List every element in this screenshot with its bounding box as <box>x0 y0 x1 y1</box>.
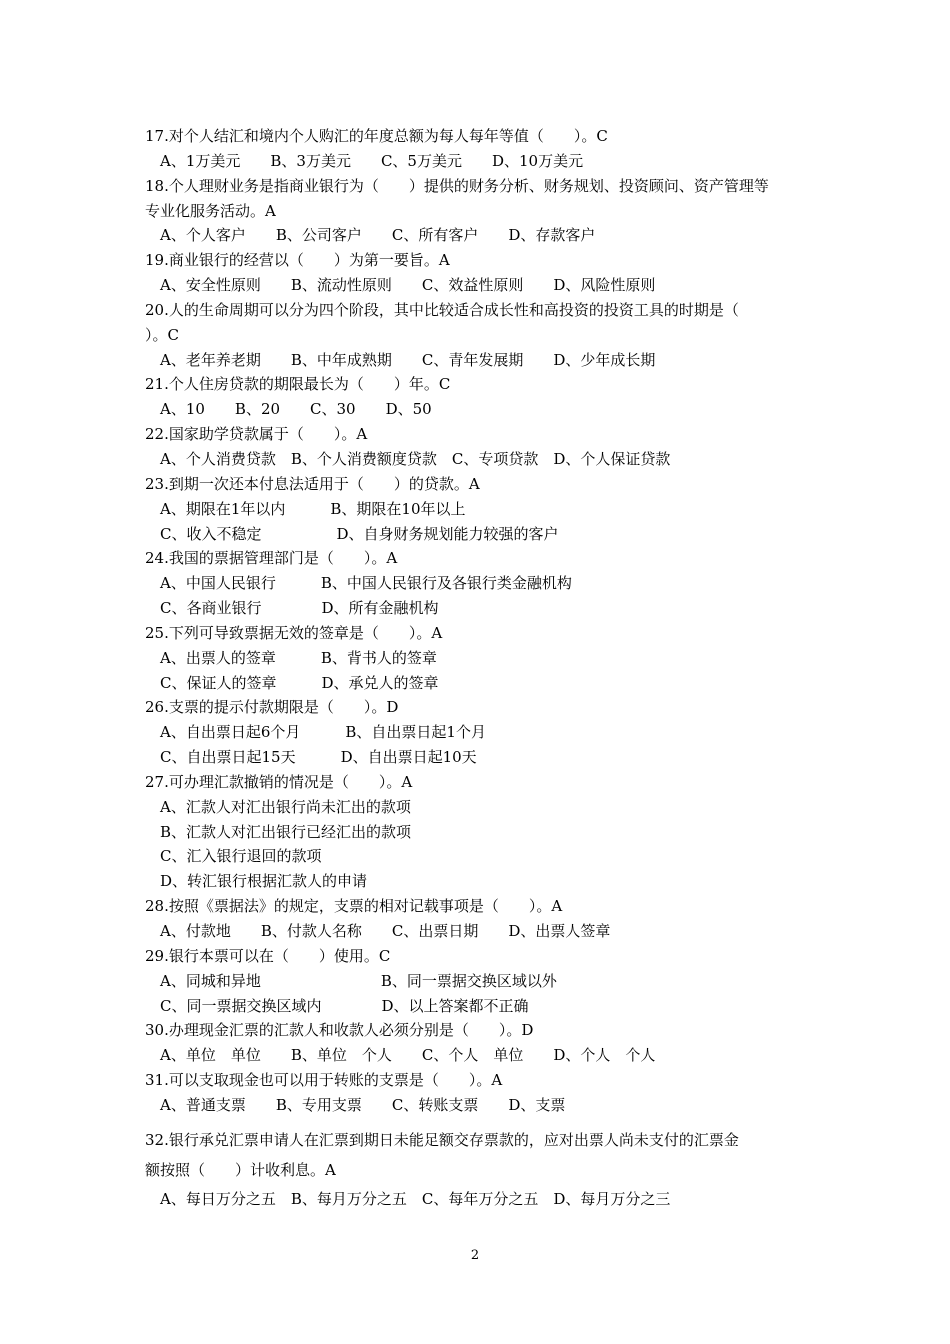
answer-options: A、单位 单位 B、单位 个人 C、个人 单位 D、个人 个人 <box>160 1046 656 1065</box>
question-text: 20.人的生命周期可以分为四个阶段，其中比较适合成长性和高投资的投资工具的时期是（ <box>145 300 739 319</box>
answer-options: B、汇款人对汇出银行已经汇出的款项 <box>160 822 412 841</box>
answer-options: A、中国人民银行 B、中国人民银行及各银行类金融机构 <box>160 574 572 593</box>
page-number: 2 <box>470 1248 480 1263</box>
question-text: 专业化服务活动。A <box>145 201 276 220</box>
answer-options: C、各商业银行 D、所有金融机构 <box>160 599 439 618</box>
question-text: 29.银行本票可以在（ ）使用。C <box>145 946 391 965</box>
answer-options: C、自出票日起15天 D、自出票日起10天 <box>160 748 477 767</box>
question-text: 24.我国的票据管理部门是（ ）。A <box>145 549 398 568</box>
answer-options: A、个人消费贷款 B、个人消费额度贷款 C、专项贷款 D、个人保证贷款 <box>160 449 671 468</box>
answer-options: A、出票人的签章 B、背书人的签章 <box>160 648 437 667</box>
answer-options: A、付款地 B、付款人名称 C、出票日期 D、出票人签章 <box>160 922 611 940</box>
answer-options: A、1万美元 B、3万美元 C、5万美元 D、10万美元 <box>160 151 584 170</box>
answer-options: C、同一票据交换区域内 D、以上答案都不正确 <box>160 996 529 1015</box>
answer-options: A、汇款人对汇出银行尚未汇出的款项 <box>160 797 411 816</box>
answer-options: A、普通支票 B、专用支票 C、转账支票 D、支票 <box>160 1095 566 1114</box>
question-text: 22.国家助学贷款属于（ ）。A <box>145 425 368 444</box>
question-text: 27.可办理汇款撤销的情况是（ ）。A <box>145 772 413 791</box>
question-text: ）。C <box>145 325 179 344</box>
question-text: 32.银行承兑汇票申请人在汇票到期日未能足额交存票款的，应对出票人尚未支付的汇票金 <box>145 1130 739 1149</box>
answer-options: A、个人客户 B、公司客户 C、所有客户 D、存款客户 <box>160 226 596 245</box>
question-text: 18.个人理财业务是指商业银行为（ ）提供的财务分析、财务规划、投资顾问、资产管理等 <box>145 176 769 195</box>
question-text: 31.可以支取现金也可以用于转账的支票是（ ）。A <box>145 1071 503 1090</box>
question-text: 25.下列可导致票据无效的签章是（ ）。A <box>145 623 443 642</box>
question-text: 17.对个人结汇和境内个人购汇的年度总额为每人每年等值（ ）。C <box>145 127 608 145</box>
answer-options: C、收入不稳定 D、自身财务规划能力较强的客户 <box>160 524 559 543</box>
answer-options: A、期限在1年以内 B、期限在10年以上 <box>160 499 466 518</box>
answer-options: C、保证人的签章 D、承兑人的签章 <box>160 673 439 692</box>
answer-options: A、老年养老期 B、中年成熟期 C、青年发展期 D、少年成长期 <box>160 350 656 369</box>
question-text: 30.办理现金汇票的汇款人和收款人必须分别是（ ）。D <box>145 1021 534 1040</box>
answer-options: A、10 B、20 C、30 D、50 <box>160 400 432 419</box>
question-text: 28.按照《票据法》的规定，支票的相对记载事项是（ ）。A <box>145 897 563 916</box>
question-list <box>145 124 825 1211</box>
answer-options: A、安全性原则 B、流动性原则 C、效益性原则 D、风险性原则 <box>160 276 656 295</box>
answer-options: C、汇入银行退回的款项 <box>160 847 322 866</box>
question-text: 23.到期一次还本付息法适用于（ ）的贷款。A <box>145 474 480 493</box>
question-text: 21.个人住房贷款的期限最长为（ ）年。C <box>145 375 451 394</box>
answer-options: A、同城和异地 B、同一票据交换区域以外 <box>160 971 557 990</box>
question-text: 额按照（ ）计收利息。A <box>145 1160 336 1179</box>
question-text: 26.支票的提示付款期限是（ ）。D <box>145 698 399 717</box>
question-text: 19.商业银行的经营以（ ）为第一要旨。A <box>145 251 450 270</box>
answer-options: D、转汇银行根据汇款人的申请 <box>160 872 368 891</box>
answer-options: A、自出票日起6个月 B、自出票日起1个月 <box>160 723 486 742</box>
answer-options: A、每日万分之五 B、每月万分之五 C、每年万分之五 D、每月万分之三 <box>160 1189 671 1208</box>
